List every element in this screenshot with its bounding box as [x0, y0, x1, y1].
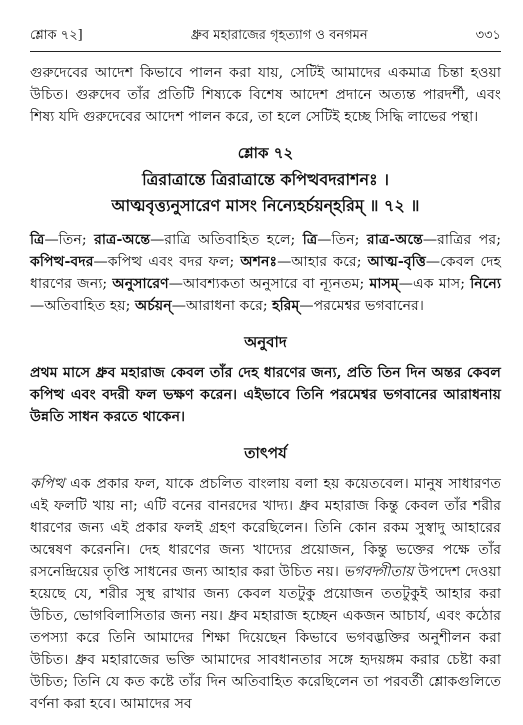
synonym-term: কপিত্থ-বদর	[30, 254, 94, 270]
verse-number: শ্লোক ৭২	[237, 144, 294, 162]
synonym-term: অর্চয়ন্‌	[134, 298, 172, 314]
purport-term-kapittha: কপিত্থ	[30, 476, 65, 492]
synonym-dash: —	[171, 298, 186, 314]
synonym-meaning: আরাধনা করে;	[185, 298, 273, 314]
header-verse-ref: শ্লোক ৭২]	[30, 28, 83, 43]
synonym-term: মাসম্‌	[369, 276, 399, 292]
synonyms-paragraph	[30, 229, 501, 317]
synonym-dash: —	[44, 232, 59, 248]
purport-text-2: উপদেশ দেওয়া হয়েছে যে, শরীর সুস্থ রাখার জন্য কেবল যতটুকু প্রয়োজন ততটুকুই আহার করা উচিত, ভোগবিলাসিতার জন্য নয়। ধ্রুব মহারাজ হচ্ছেন একজন আচার্য, এবং কঠোর তপস্যা করে তিনি আমাদের শিক্ষা দিয়েছেন কিভাবে ভগবদ্ভক্তির অনুশীলন করা উচিত। ধ্রুব মহারাজের ভক্তি আমাদের সাবধানতার সঙ্গে হৃদয়ঙ্গম করার চেষ্টা করা উচিত; তিনি যে কত কষ্টে তাঁর দিন অতিবাহিত করেছিলেন তা পরবর্তী শ্লোকগুলিতে বর্ণনা করা হবে। আমাদের সব	[30, 564, 502, 712]
synonym-term: ত্রি	[302, 232, 318, 248]
purport-heading: তাৎপর্য	[244, 444, 287, 462]
synonym-term: রাত্র-অন্তে	[94, 232, 151, 248]
synonym-meaning: এক মাস;	[412, 276, 471, 292]
synonym-term: ত্রি	[30, 232, 45, 248]
synonym-term: অশনঃ	[240, 254, 278, 270]
synonym-term: আত্ম-বৃত্তি	[367, 254, 426, 270]
purport-term-gita: ভগবদ্গীতায়	[343, 564, 414, 580]
synonym-meaning: তিন;	[331, 232, 367, 248]
synonym-meaning: আহার করে;	[291, 254, 368, 270]
purport-paragraph	[30, 473, 501, 715]
synonym-meaning: কপিত্থ এবং বদর ফল;	[107, 254, 241, 270]
synonym-meaning: কেবল দেহ ধারণের জন্য;	[30, 254, 501, 292]
synonym-dash: —	[425, 254, 441, 270]
synonym-meaning: আবশ্যকতা অনুসারে বা ন্যূনতম;	[182, 276, 370, 292]
synonym-meaning: তিন;	[58, 232, 95, 248]
synonym-term: অনুসারেণ	[112, 276, 169, 292]
synonym-term: রাত্র-অন্তে	[366, 232, 423, 248]
page-number: ৩৩১	[475, 28, 501, 43]
synonym-dash: —	[299, 298, 314, 314]
header-chapter-title: ধ্রুব মহারাজের গৃহত্যাগ ও বনগমন	[190, 28, 368, 43]
synonym-dash: —	[398, 276, 413, 292]
synonym-term: নিন্যে	[470, 276, 502, 292]
synonym-meaning: পরমেশ্বর ভগবানের।	[313, 298, 424, 314]
synonym-meaning: রাত্রির পর;	[437, 232, 501, 248]
synonym-dash: —	[93, 254, 108, 270]
synonym-meaning: অতিবাহিত হয়;	[44, 298, 135, 314]
purport-text-1: এক প্রকার ফল, যাকে প্রচলিত বাংলায় বলা হয় কয়েতবেল। মানুষ সাধারণত এই ফলটি খায় না; এটি বনের বানরদের খাদ্য। ধ্রুব মহারাজ কিন্তু কেবল তাঁর শরীর ধারণের জন্য এই প্রকার ফলই গ্রহণ করেছিলেন। তিনি কোন রকম সুস্বাদু আহারের অন্বেষণ করেননি। দেহ ধারণের জন্য খাদ্যের প্রয়োজন, কিন্তু ভক্তের পক্ষে তাঁর রসনেন্দ্রিয়ের তৃপ্তি সাধনের জন্য আহার করা উচিত নয়।	[30, 476, 501, 580]
synonym-dash: —	[317, 232, 332, 248]
translation-paragraph: প্রথম মাসে ধ্রুব মহারাজ কেবল তাঁর দেহ ধারণের জন্য, প্রতি তিন দিন অন্তর কেবল কপিত্থ এবং বদরী ফল ভক্ষণ করেন। এইভাবে তিনি পরমেশ্বর ভগবানের আরাধনায় উন্নতি সাধন করতে থাকেন।	[30, 365, 501, 425]
synonym-dash: —	[168, 276, 183, 292]
translation-heading: অনুবাদ	[244, 333, 287, 351]
running-header	[30, 26, 501, 52]
synonym-dash: —	[30, 298, 45, 314]
verse-line-2: আত্মবৃত্ত্যনুসারেণ মাসং নিন্যেহর্চয়ন্‌হরিম্‌ ॥ ৭২ ॥	[111, 196, 420, 215]
synonym-meaning: রাত্রি অতিবাহিত হলে;	[164, 232, 303, 248]
verse-line-1: ত্রিরাত্রান্তে ত্রিরাত্রান্তে কপিত্থবদরাশনঃ ।	[142, 170, 389, 189]
synonym-dash: —	[277, 254, 292, 270]
intro-paragraph: গুরুদেবের আদেশ কিভাবে পালন করা যায়, সেটিই আমাদের একমাত্র চিন্তা হওয়া উচিত। গুরুদেব তাঁর প্রতিটি শিষ্যকে বিশেষ আদেশ প্রদানে অত্যন্ত পারদর্শী, এবং শিষ্য যদি গুরুদেবের আদেশ পালন করে, তা হলে সেটিই হচ্ছে সিদ্ধি লাভের পন্থা।	[30, 65, 501, 125]
synonym-dash: —	[150, 232, 165, 248]
synonym-dash: —	[422, 232, 438, 248]
synonym-term: হরিম্‌	[272, 298, 300, 314]
